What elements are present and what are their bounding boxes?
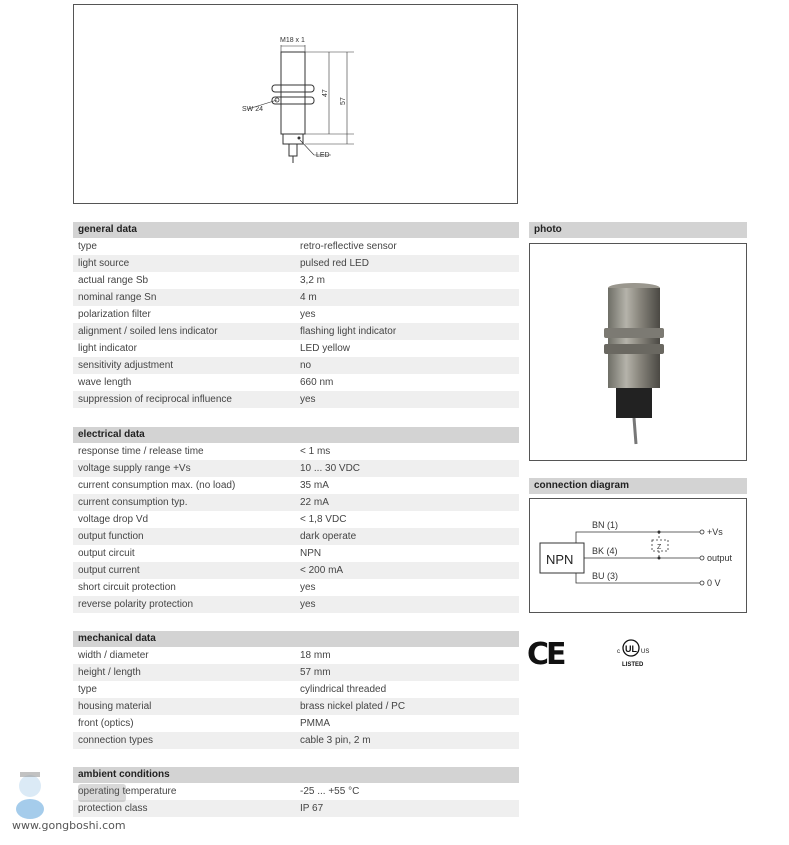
table-row [73, 698, 519, 715]
row-value: LED yellow [300, 343, 351, 354]
table-row [73, 715, 519, 732]
wrench-size-label: SW 24 [242, 106, 264, 113]
ov-terminal-label: 0 V [707, 578, 721, 588]
row-key: light indicator [78, 343, 137, 354]
led-label: LED [316, 152, 330, 159]
table-row [73, 664, 519, 681]
table-row [73, 647, 519, 664]
table-row [73, 562, 519, 579]
bk-wire-label: BK (4) [592, 546, 618, 556]
row-value: 660 nm [300, 377, 334, 388]
row-key: nominal range Sn [78, 292, 157, 303]
row-key: voltage drop Vd [78, 514, 149, 525]
row-key: housing material [78, 701, 152, 712]
ul-logo-label: UL [625, 644, 637, 654]
table-row [73, 528, 519, 545]
table-row [73, 357, 519, 374]
electrical-data-section [73, 427, 519, 613]
row-key: actual range Sb [78, 275, 149, 286]
mechanical-data-section [73, 631, 519, 749]
row-value: dark operate [300, 531, 357, 542]
general-data-section [73, 222, 519, 408]
wiring-schematic [530, 499, 746, 612]
row-key: operating temperature [78, 786, 177, 797]
row-value: no [300, 360, 312, 371]
table-row [73, 443, 519, 460]
row-key: light source [78, 258, 130, 269]
table-row [73, 391, 519, 408]
table-row [73, 511, 519, 528]
row-key: type [78, 241, 97, 252]
electrical-data-rows [73, 443, 519, 613]
row-key: alignment / soiled lens indicator [78, 326, 218, 337]
connection-diagram [529, 498, 747, 613]
table-row [73, 596, 519, 613]
load-label: Z [657, 544, 662, 551]
dim-57-label: 57 [340, 97, 347, 105]
section-title: ambient conditions [73, 767, 519, 783]
table-row [73, 289, 519, 306]
row-value: -25 ... +55 °C [300, 786, 360, 797]
row-key: connection types [78, 735, 154, 746]
row-value: < 1,8 VDC [300, 514, 347, 525]
table-row [73, 238, 519, 255]
row-key: height / length [78, 667, 141, 678]
photo-title: photo [529, 222, 747, 238]
row-key: polarization filter [78, 309, 151, 320]
table-row [73, 732, 519, 749]
row-key: width / diameter [78, 650, 149, 661]
table-row [73, 272, 519, 289]
dimension-drawing-box [73, 4, 518, 204]
dimension-drawing [74, 5, 519, 205]
row-value: cable 3 pin, 2 m [300, 735, 371, 746]
watermark-url: www.gongboshi.com [12, 819, 126, 832]
row-value: yes [300, 599, 316, 610]
row-value: yes [300, 582, 316, 593]
ul-c-label: c [617, 649, 620, 655]
dim-47-label: 47 [322, 89, 329, 97]
row-key: response time / release time [78, 446, 204, 457]
section-title: electrical data [73, 427, 519, 443]
product-photo [529, 243, 747, 461]
row-value: IP 67 [300, 803, 324, 814]
general-data-rows [73, 238, 519, 408]
row-key: sensitivity adjustment [78, 360, 174, 371]
table-row [73, 681, 519, 698]
row-value: < 1 ms [300, 446, 331, 457]
row-value: PMMA [300, 718, 330, 729]
row-value: 18 mm [300, 650, 331, 661]
row-value: < 200 mA [300, 565, 344, 576]
row-value: pulsed red LED [300, 258, 369, 269]
row-key: voltage supply range +Vs [78, 463, 191, 474]
npn-label: NPN [546, 552, 574, 567]
row-value: NPN [300, 548, 322, 559]
table-row [73, 460, 519, 477]
row-key: type [78, 684, 97, 695]
section-title: general data [73, 222, 519, 238]
table-row [73, 374, 519, 391]
table-row [73, 306, 519, 323]
bu-wire-label: BU (3) [592, 571, 619, 581]
ul-listed-label: LISTED [622, 662, 644, 668]
table-row [73, 545, 519, 562]
row-key: output current [78, 565, 140, 576]
bn-wire-label: BN (1) [592, 520, 619, 530]
output-terminal-label: output [707, 553, 733, 563]
row-key: output circuit [78, 548, 135, 559]
row-value: 57 mm [300, 667, 331, 678]
row-value: yes [300, 309, 316, 320]
ul-us-label: US [641, 649, 650, 655]
row-value: flashing light indicator [300, 326, 397, 337]
row-key: protection class [78, 803, 148, 814]
row-key: wave length [78, 377, 132, 388]
row-value: 3,2 m [300, 275, 326, 286]
vs-terminal-label: +Vs [707, 527, 723, 537]
table-row [73, 477, 519, 494]
table-row [73, 323, 519, 340]
row-value: yes [300, 394, 316, 405]
row-key: short circuit protection [78, 582, 176, 593]
row-value: retro-reflective sensor [300, 241, 397, 252]
row-value: 10 ... 30 VDC [300, 463, 361, 474]
connection-diagram-title: connection diagram [529, 478, 747, 494]
row-value: 35 mA [300, 480, 329, 491]
row-value: 4 m [300, 292, 317, 303]
table-row [73, 579, 519, 596]
row-value: 22 mA [300, 497, 329, 508]
row-key: front (optics) [78, 718, 134, 729]
row-value: brass nickel plated / PC [300, 701, 406, 712]
mechanical-data-rows [73, 647, 519, 749]
sensor-photo-illustration [530, 244, 746, 460]
row-key: current consumption typ. [78, 497, 188, 508]
table-row [73, 494, 519, 511]
table-row [73, 255, 519, 272]
row-value: cylindrical threaded [300, 684, 387, 695]
row-key: output function [78, 531, 144, 542]
row-key: reverse polarity protection [78, 599, 194, 610]
table-row [73, 340, 519, 357]
row-key: current consumption max. (no load) [78, 480, 236, 491]
thread-label: M18 x 1 [280, 37, 305, 44]
row-key: suppression of reciprocal influence [78, 394, 232, 405]
ul-listed-mark [617, 638, 661, 673]
section-title: mechanical data [73, 631, 519, 647]
ce-mark: CE [527, 637, 564, 672]
